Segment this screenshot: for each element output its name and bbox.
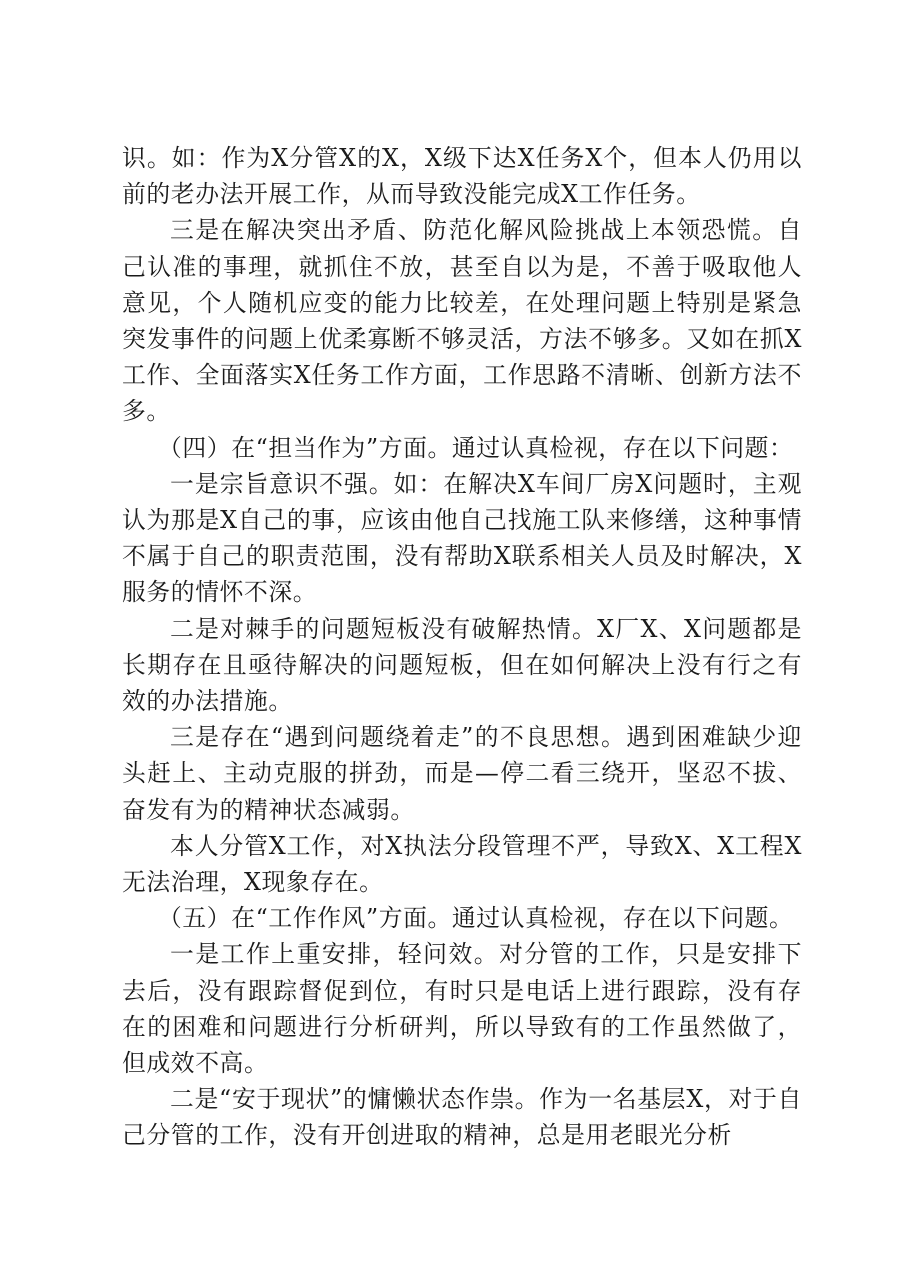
paragraph-7: 本人分管X工作，对X执法分段管理不严，导致X、X工程X无法治理，X现象存在。 xyxy=(122,831,802,897)
paragraph-2: 三是在解决突出矛盾、防范化解风险挑战上本领恐慌。自己认准的事理，就抓住不放，甚至自以为是，不善于吸取他人意见，个人随机应变的能力比较差，在处理问题上特别是紧急突发事件的问题上优柔寡断不够灵活，方法不够多。又如在抓X工作、全面落实X任务工作方面，工作思路不清晰、创新方法不多。 xyxy=(122,216,802,426)
paragraph-6: 三是存在“遇到问题绕着走”的不良思想。遇到困难缺少迎头赶上、主动克服的拼劲，而是—停二看三绕开，坚忍不拔、奋发有为的精神状态减弱。 xyxy=(122,723,802,824)
section-heading-5: （五）在“工作作风”方面。通过认真检视，存在以下问题。 xyxy=(158,904,794,933)
section-heading-4: （四）在“担当作为”方面。通过认真检视，存在以下问题： xyxy=(158,433,794,462)
paragraph-9: 一是工作上重安排，轻问效。对分管的工作，只是安排下去后，没有跟踪督促到位，有时只是电话上进行跟踪，没有存在的困难和问题进行分析研判，所以导致有的工作虽然做了，但成效不高。 xyxy=(122,940,802,1078)
paragraph-1: 识。如：作为X分管X的X，X级下达X任务X个，但本人仍用以前的老办法开展工作，从而导致没能完成X工作任务。 xyxy=(122,144,802,209)
paragraph-4: 一是宗旨意识不强。如：在解决X车间厂房X问题时，主观认为那是X自己的事，应该由他自己找施工队来修缮，这种事情不属于自己的职责范围，没有帮助X联系相关人员及时解决，X服务的情怀不深。 xyxy=(122,469,802,607)
paragraph-10: 二是“安于现状”的慵懒状态作祟。作为一名基层X，对于自己分管的工作，没有开创进取的精神，总是用老眼光分析 xyxy=(122,1085,802,1150)
paragraph-5: 二是对棘手的问题短板没有破解热情。X厂X、X问题都是长期存在且亟待解决的问题短板，但在如何解决上没有行之有效的办法措施。 xyxy=(122,614,802,716)
document-body xyxy=(122,140,802,1154)
